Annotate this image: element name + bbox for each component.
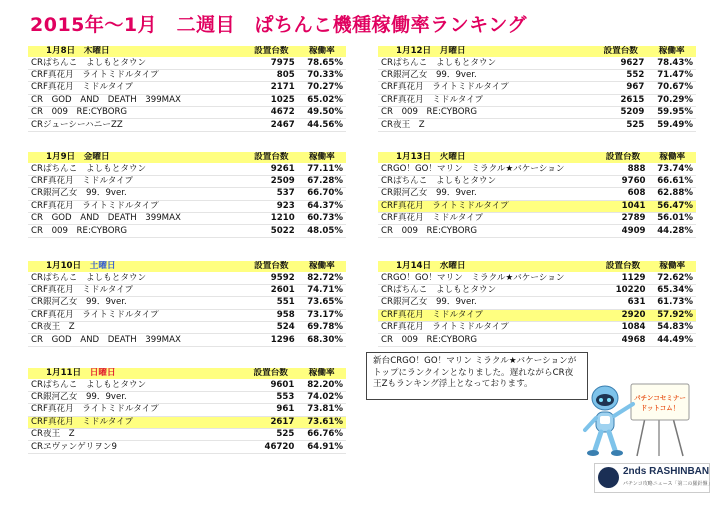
table-row: CRF真花月 ミドルタイプ 2615 70.29% <box>378 94 696 106</box>
ranking-table-jan13: 1月13日 火曜日 設置台数 稼働率 CRGO！GO！マリン ミラクル★バケーション 888 73.74% CRぱちんこ よしもとタウン 9760 66.61% CR銀河乙女 99．9ver. 608 62.88% CRF真花月 ライトミドルタイプ 1041 56.47% CRF真花月 ミドルタイプ 2789 56.01% CR 009 RE:CYBORG 4909 44.28% <box>378 152 696 238</box>
rashinban-logo <box>594 463 713 493</box>
table-row: CR銀河乙女 99．9ver. 553 74.02% <box>28 391 346 403</box>
sign-text-line2: ドットコム！ <box>640 404 680 412</box>
table-row: CRF真花月 ライトミドルタイプ 923 64.37% <box>28 200 346 212</box>
table-row: CR銀河乙女 99．9ver. 551 73.65% <box>28 297 346 309</box>
table-row: CR夜王 Z 525 66.76% <box>28 428 346 440</box>
compass-icon <box>598 467 619 488</box>
table-row: CR 009 RE:CYBORG 5022 48.05% <box>28 225 346 237</box>
table-row: CRF真花月 ライトミドルタイプ 1084 54.83% <box>378 321 696 333</box>
robot-mascot-icon <box>575 378 693 458</box>
table-row: CR 009 RE:CYBORG 4968 44.49% <box>378 334 696 346</box>
table-row: CR夜王 Z 525 59.49% <box>378 119 696 131</box>
table-row: CRヱヴァンゲリヲン9 46720 64.91% <box>28 441 346 453</box>
ranking-table-jan9: 1月9日 金曜日 設置台数 稼働率 CRぱちんこ よしもとタウン 9261 77.11% CRF真花月 ミドルタイプ 2509 67.28% CR銀河乙女 99．9ver. 537 66.70% CRF真花月 ライトミドルタイプ 923 64.37% CR GOD AND DEATH 399MAX 1210 60.73% CR 009 RE:CYBORG 5022 48.05% <box>28 152 346 238</box>
table-row: CRGO！GO！マリン ミラクル★バケーション 888 73.74% <box>378 163 696 175</box>
table-row: CRF真花月 ミドルタイプ 2171 70.27% <box>28 82 346 94</box>
table-row: CRF真花月 ミドルタイプ 2617 73.61% <box>28 416 346 428</box>
table-row: CRF真花月 ライトミドルタイプ 805 70.33% <box>28 69 346 81</box>
table-row: CRF真花月 ミドルタイプ 2789 56.01% <box>378 212 696 224</box>
ranking-table-jan14: 1月14日 水曜日 設置台数 稼働率 CRGO！GO！マリン ミラクル★バケーション 1129 72.62% CRぱちんこ よしもとタウン 10220 65.34% CR銀河乙女 99．9ver. 631 61.73% CRF真花月 ミドルタイプ 2920 57.92% CRF真花月 ライトミドルタイプ 1084 54.83% CR 009 RE:CYBORG 4968 44.49% <box>378 261 696 347</box>
ranking-table-jan11: 1月11日 日曜日 設置台数 稼働率 CRぱちんこ よしもとタウン 9601 82.20% CR銀河乙女 99．9ver. 553 74.02% CRF真花月 ライトミドルタイプ 961 73.81% CRF真花月 ミドルタイプ 2617 73.61% CR夜王 Z 525 66.76% CRヱヴァンゲリヲン9 46720 64.91% <box>28 368 346 454</box>
logo-subtitle: パチンコ攻略ニュース「第二の羅針盤」 <box>623 481 713 487</box>
table-row: CR銀河乙女 99．9ver. 537 66.70% <box>28 188 346 200</box>
table-row: CRF真花月 ライトミドルタイプ 1041 56.47% <box>378 200 696 212</box>
table-row: CRGO！GO！マリン ミラクル★バケーション 1129 72.62% <box>378 272 696 284</box>
sign-text-line1: パチンコセミナー <box>634 394 686 402</box>
table-row: CRぱちんこ よしもとタウン 9760 66.61% <box>378 175 696 187</box>
table-row: CRF真花月 ミドルタイプ 2509 67.28% <box>28 175 346 187</box>
logo-brand: 2nds RASHINBAN <box>623 466 710 477</box>
news-callout: 新台CRGO！GO！マリン ミラクル★バケーションがトップにランクインとなりました。遅れながらCR夜王Zもランキング浮上となっております。 <box>366 352 588 400</box>
table-row: CR 009 RE:CYBORG 5209 59.95% <box>378 106 696 118</box>
table-row: CR GOD AND DEATH 399MAX 1025 65.02% <box>28 94 346 106</box>
ranking-table-jan10: 1月10日 土曜日 設置台数 稼働率 CRぱちんこ よしもとタウン 9592 82.72% CRF真花月 ミドルタイプ 2601 74.71% CR銀河乙女 99．9ver. 551 73.65% CRF真花月 ライトミドルタイプ 958 73.17% CR夜王 Z 524 69.78% CR GOD AND DEATH 399MAX 1296 68.30% <box>28 261 346 347</box>
table-row: CR夜王 Z 524 69.78% <box>28 321 346 333</box>
table-row: CRF真花月 ミドルタイプ 2601 74.71% <box>28 284 346 296</box>
table-row: CRぱちんこ よしもとタウン 9592 82.72% <box>28 272 346 284</box>
table-row: CR GOD AND DEATH 399MAX 1210 60.73% <box>28 212 346 224</box>
table-row: CR 009 RE:CYBORG 4909 44.28% <box>378 225 696 237</box>
table-row: CRぱちんこ よしもとタウン 10220 65.34% <box>378 284 696 296</box>
table-row: CR 009 RE:CYBORG 4672 49.50% <box>28 106 346 118</box>
table-row: CR銀河乙女 99．9ver. 608 62.88% <box>378 188 696 200</box>
ranking-table-jan12: 1月12日 月曜日 設置台数 稼働率 CRぱちんこ よしもとタウン 9627 78.43% CR銀河乙女 99．9ver. 552 71.47% CRF真花月 ライトミドルタイプ 967 70.67% CRF真花月 ミドルタイプ 2615 70.29% CR 009 RE:CYBORG 5209 59.95% CR夜王 Z 525 59.49% <box>378 46 696 132</box>
table-row: CRぱちんこ よしもとタウン 7975 78.65% <box>28 57 346 69</box>
table-row: CR銀河乙女 99．9ver. 552 71.47% <box>378 69 696 81</box>
table-row: CRF真花月 ミドルタイプ 2920 57.92% <box>378 309 696 321</box>
table-row: CR GOD AND DEATH 399MAX 1296 68.30% <box>28 334 346 346</box>
table-row: CRぱちんこ よしもとタウン 9601 82.20% <box>28 379 346 391</box>
table-row: CRF真花月 ライトミドルタイプ 967 70.67% <box>378 82 696 94</box>
table-row: CRぱちんこ よしもとタウン 9627 78.43% <box>378 57 696 69</box>
page-title: 2015年～1月 二週目 ぱちんこ機種稼働率ランキング <box>30 14 528 36</box>
table-row: CRF真花月 ライトミドルタイプ 961 73.81% <box>28 404 346 416</box>
table-row: CR銀河乙女 99．9ver. 631 61.73% <box>378 297 696 309</box>
table-row: CRF真花月 ライトミドルタイプ 958 73.17% <box>28 309 346 321</box>
table-row: CRぱちんこ よしもとタウン 9261 77.11% <box>28 163 346 175</box>
ranking-table-jan8: 1月8日 木曜日 設置台数 稼働率 CRぱちんこ よしもとタウン 7975 78.65% CRF真花月 ライトミドルタイプ 805 70.33% CRF真花月 ミドルタイプ 2171 70.27% CR GOD AND DEATH 399MAX 1025 65.02% CR 009 RE:CYBORG 4672 49.50% CRジューシーハニーZZ 2467 44.56% <box>28 46 346 132</box>
table-row: CRジューシーハニーZZ 2467 44.56% <box>28 119 346 131</box>
